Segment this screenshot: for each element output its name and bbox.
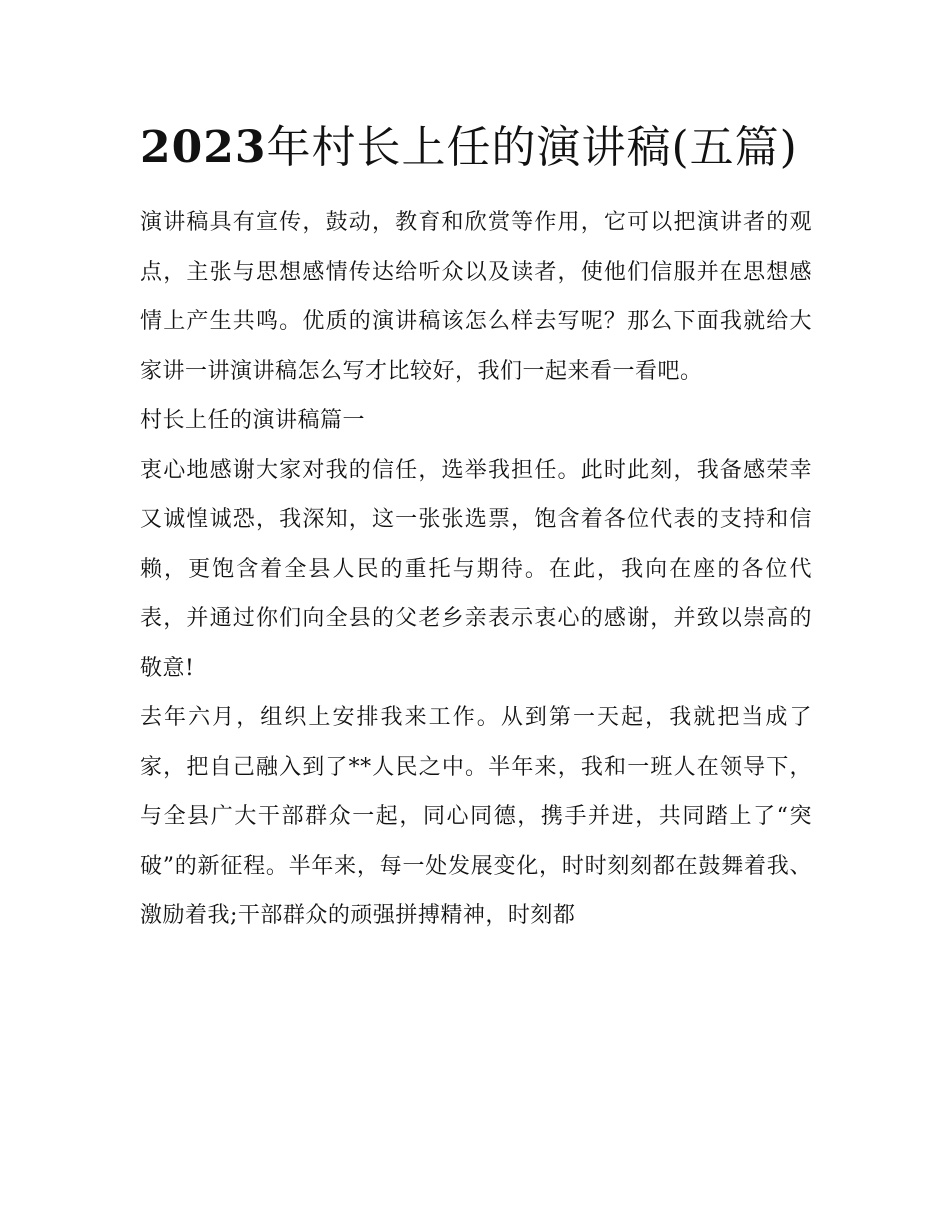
title-year: 2023 [140, 122, 267, 173]
document-title [140, 112, 812, 184]
body-paragraph-1: 衷心地感谢大家对我的信任，选举我担任。此时此刻，我备感荣幸又诚惶诚恐，我深知，这一张张选票，饱含着各位代表的支持和信赖，更饱含着全县人民的重托与期待。在此，我向在座的各位代表，并通过你们向全县的父老乡亲表示衷心的感谢，并致以崇高的敬意! [140, 457, 812, 681]
section-heading: 村长上任的演讲稿篇一 [140, 408, 366, 433]
title-text: 年村长上任的演讲稿(五篇) [266, 122, 798, 173]
document-page [140, 112, 812, 941]
body-paragraph-2: 去年六月，组织上安排我来工作。从到第一天起，我就把当成了家，把自己融入到了**人民之中。半年来，我和一班人在领导下，与全县广大干部群众一起，同心同德，携手并进，共同踏上了“突破”的新征程。半年来，每一处发展变化，时时刻刻都在鼓舞着我、激励着我;干部群众的顽强拼搏精神，时刻都 [140, 705, 812, 928]
intro-paragraph: 演讲稿具有宣传，鼓动，教育和欣赏等作用，它可以把演讲者的观点，主张与思想感情传达给听众以及读者，使他们信服并在思想感情上产生共鸣。优质的演讲稿该怎么样去写呢？那么下面我就给大家讲一讲演讲稿怎么写才比较好，我们一起来看一看吧。 [140, 210, 812, 384]
